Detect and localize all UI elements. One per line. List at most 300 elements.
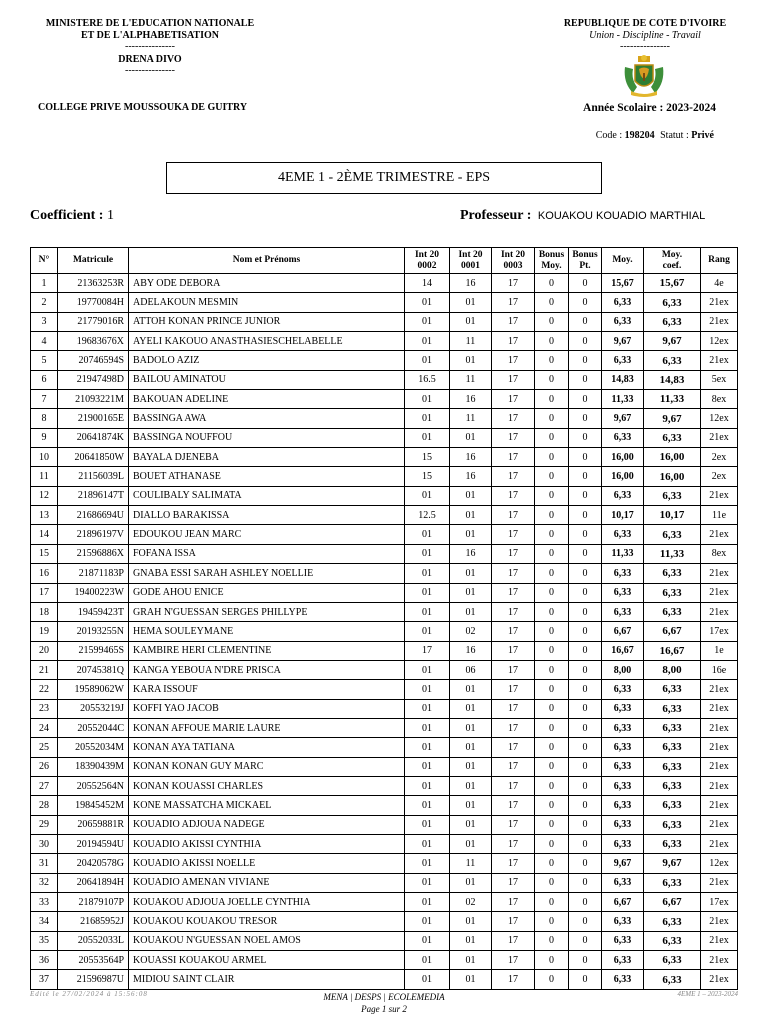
cell-bonus-pt: 0 [569, 931, 602, 950]
cell-int-0001: 01 [450, 776, 492, 795]
cell-int-0001: 11 [450, 409, 492, 428]
cell-bonus-pt: 0 [569, 873, 602, 892]
professor-row [460, 208, 705, 224]
cell-moy-coef: 6,33 [644, 951, 701, 970]
cell-num: 29 [31, 815, 58, 834]
table-row [31, 893, 738, 912]
cell-bonus-pt: 0 [569, 351, 602, 370]
cell-moy: 16,00 [602, 448, 644, 467]
cell-num: 6 [31, 370, 58, 389]
cell-name: GNABA ESSI SARAH ASHLEY NOELLIE [129, 564, 405, 583]
report-title: 4EME 1 - 2ÈME TRIMESTRE - EPS [277, 170, 491, 185]
cell-int-0001: 01 [450, 951, 492, 970]
cell-bonus-moy: 0 [535, 312, 569, 331]
cell-bonus-moy: 0 [535, 641, 569, 660]
cell-num: 14 [31, 525, 58, 544]
table-row [31, 544, 738, 563]
cell-bonus-moy: 0 [535, 390, 569, 409]
school-name: COLLEGE PRIVE MOUSSOUKA DE GUITRY [38, 102, 248, 113]
cell-moy-coef: 6,33 [644, 912, 701, 931]
cell-moy-coef: 6,33 [644, 738, 701, 757]
cell-rang: 21ex [701, 970, 738, 989]
cell-name: KOUADIO AKISSI CYNTHIA [129, 834, 405, 853]
cell-int-0001: 01 [450, 815, 492, 834]
footer-org: MENA | DESPS | ECOLEMEDIA [323, 992, 445, 1002]
cell-num: 37 [31, 970, 58, 989]
cell-int-0001: 01 [450, 757, 492, 776]
cell-moy: 6,33 [602, 602, 644, 621]
cell-bonus-pt: 0 [569, 796, 602, 815]
cell-moy: 9,67 [602, 854, 644, 873]
cell-bonus-pt: 0 [569, 293, 602, 312]
cell-int-0001: 11 [450, 332, 492, 351]
coefficient-label: Coefficient : [30, 208, 104, 223]
cell-bonus-moy: 0 [535, 854, 569, 873]
cell-int-0003: 17 [492, 506, 535, 525]
cell-matricule: 18390439M [58, 757, 129, 776]
cell-int-0003: 17 [492, 370, 535, 389]
cell-rang: 21ex [701, 757, 738, 776]
cell-moy: 6,67 [602, 622, 644, 641]
cell-rang: 17ex [701, 893, 738, 912]
cell-bonus-pt: 0 [569, 506, 602, 525]
cell-int-0002: 01 [405, 660, 450, 679]
table-row [31, 274, 738, 293]
cell-int-0002: 15 [405, 448, 450, 467]
cell-int-0001: 02 [450, 622, 492, 641]
table-row [31, 834, 738, 853]
table-row [31, 467, 738, 486]
cell-bonus-pt: 0 [569, 680, 602, 699]
table-row [31, 931, 738, 950]
cell-moy: 6,33 [602, 931, 644, 950]
cell-matricule: 21947498D [58, 370, 129, 389]
cell-moy: 6,33 [602, 757, 644, 776]
cell-name: KAMBIRE HERI CLEMENTINE [129, 641, 405, 660]
cell-matricule: 21686694U [58, 506, 129, 525]
cell-name: COULIBALY SALIMATA [129, 486, 405, 505]
cell-moy-coef: 6,33 [644, 718, 701, 737]
cell-bonus-pt: 0 [569, 332, 602, 351]
cell-name: BAYALA DJENEBA [129, 448, 405, 467]
cell-moy: 6,33 [602, 564, 644, 583]
table-row [31, 970, 738, 989]
table-row [31, 680, 738, 699]
cell-moy: 6,33 [602, 912, 644, 931]
cell-name: EDOUKOU JEAN MARC [129, 525, 405, 544]
cell-int-0003: 17 [492, 893, 535, 912]
cell-num: 27 [31, 776, 58, 795]
cell-moy-coef: 6,33 [644, 428, 701, 447]
cell-int-0003: 17 [492, 390, 535, 409]
cell-bonus-pt: 0 [569, 370, 602, 389]
cell-int-0002: 01 [405, 834, 450, 853]
table-row [31, 428, 738, 447]
cell-name: KONAN AFFOUE MARIE LAURE [129, 718, 405, 737]
cell-int-0002: 01 [405, 583, 450, 602]
cell-matricule: 19589062W [58, 680, 129, 699]
cell-bonus-moy: 0 [535, 699, 569, 718]
separator-2: --------------- [125, 65, 175, 76]
cell-int-0002: 14 [405, 274, 450, 293]
cell-moy-coef: 6,33 [644, 583, 701, 602]
col-int-0001: Int 20 0001 [450, 248, 492, 274]
cell-bonus-pt: 0 [569, 854, 602, 873]
cell-bonus-pt: 0 [569, 622, 602, 641]
cell-int-0002: 15 [405, 467, 450, 486]
cell-matricule: 20552034M [58, 738, 129, 757]
cell-bonus-moy: 0 [535, 931, 569, 950]
table-row [31, 796, 738, 815]
cell-rang: 4e [701, 274, 738, 293]
cell-name: AYELI KAKOUO ANASTHASIESCHELABELLE [129, 332, 405, 351]
cell-matricule: 20641850W [58, 448, 129, 467]
table-row [31, 873, 738, 892]
cell-bonus-pt: 0 [569, 641, 602, 660]
cell-num: 1 [31, 274, 58, 293]
cell-rang: 21ex [701, 834, 738, 853]
cell-moy: 6,33 [602, 796, 644, 815]
cell-moy-coef: 6,33 [644, 757, 701, 776]
cell-moy-coef: 11,33 [644, 390, 701, 409]
cell-num: 22 [31, 680, 58, 699]
cell-name: KOUAKOU ADJOUA JOELLE CYNTHIA [129, 893, 405, 912]
cell-int-0001: 16 [450, 390, 492, 409]
cell-bonus-pt: 0 [569, 602, 602, 621]
separator-3: --------------- [620, 41, 670, 52]
cell-int-0003: 17 [492, 602, 535, 621]
cell-int-0001: 01 [450, 583, 492, 602]
cell-moy-coef: 6,33 [644, 796, 701, 815]
cell-matricule: 21596987U [58, 970, 129, 989]
cell-moy-coef: 6,33 [644, 351, 701, 370]
cell-num: 7 [31, 390, 58, 409]
cell-moy-coef: 6,33 [644, 564, 701, 583]
footer-class-year: 4EME 1 – 2023-2024 [677, 990, 738, 998]
cell-rang: 21ex [701, 351, 738, 370]
cell-bonus-moy: 0 [535, 815, 569, 834]
table-row [31, 409, 738, 428]
cell-bonus-pt: 0 [569, 467, 602, 486]
cell-name: MIDIOU SAINT CLAIR [129, 970, 405, 989]
cell-name: BAILOU AMINATOU [129, 370, 405, 389]
cell-bonus-pt: 0 [569, 738, 602, 757]
table-row [31, 815, 738, 834]
cell-bonus-pt: 0 [569, 757, 602, 776]
cell-moy: 6,33 [602, 718, 644, 737]
cell-rang: 21ex [701, 699, 738, 718]
cell-num: 17 [31, 583, 58, 602]
cell-int-0002: 01 [405, 893, 450, 912]
cell-moy-coef: 6,33 [644, 931, 701, 950]
cell-int-0003: 17 [492, 796, 535, 815]
cell-num: 36 [31, 951, 58, 970]
cell-rang: 17ex [701, 622, 738, 641]
col-matricule: Matricule [58, 248, 129, 274]
cell-moy: 9,67 [602, 332, 644, 351]
col-name: Nom et Prénoms [129, 248, 405, 274]
cell-int-0002: 01 [405, 525, 450, 544]
cell-name: BOUET ATHANASE [129, 467, 405, 486]
col-bonus-pt: Bonus Pt. [569, 248, 602, 274]
cell-moy: 11,33 [602, 390, 644, 409]
cell-num: 2 [31, 293, 58, 312]
cell-rang: 21ex [701, 602, 738, 621]
cell-num: 13 [31, 506, 58, 525]
table-body [31, 274, 738, 990]
table-row [31, 525, 738, 544]
cell-moy-coef: 9,67 [644, 332, 701, 351]
cell-bonus-pt: 0 [569, 564, 602, 583]
cell-int-0003: 17 [492, 332, 535, 351]
cell-bonus-moy: 0 [535, 525, 569, 544]
cell-matricule: 19845452M [58, 796, 129, 815]
cell-bonus-moy: 0 [535, 564, 569, 583]
cell-bonus-moy: 0 [535, 796, 569, 815]
cell-int-0003: 17 [492, 970, 535, 989]
col-int-0002: Int 20 0002 [405, 248, 450, 274]
cell-bonus-pt: 0 [569, 448, 602, 467]
cell-num: 20 [31, 641, 58, 660]
cell-rang: 21ex [701, 564, 738, 583]
cell-moy: 10,17 [602, 506, 644, 525]
cell-num: 3 [31, 312, 58, 331]
cell-int-0002: 01 [405, 622, 450, 641]
cell-bonus-moy: 0 [535, 680, 569, 699]
cell-rang: 21ex [701, 912, 738, 931]
cell-int-0002: 01 [405, 951, 450, 970]
cell-moy-coef: 6,67 [644, 622, 701, 641]
cell-int-0003: 17 [492, 834, 535, 853]
table-row [31, 564, 738, 583]
cell-matricule: 19683676X [58, 332, 129, 351]
col-rang: Rang [701, 248, 738, 274]
cell-int-0001: 01 [450, 912, 492, 931]
cell-matricule: 21596886X [58, 544, 129, 563]
cell-name: BASSINGA NOUFFOU [129, 428, 405, 447]
cell-num: 12 [31, 486, 58, 505]
cell-name: KOUASSI KOUAKOU ARMEL [129, 951, 405, 970]
cell-num: 16 [31, 564, 58, 583]
cell-moy-coef: 15,67 [644, 274, 701, 293]
cell-rang: 21ex [701, 680, 738, 699]
cell-rang: 21ex [701, 312, 738, 331]
cell-moy-coef: 14,83 [644, 370, 701, 389]
cell-int-0001: 16 [450, 641, 492, 660]
table-row [31, 602, 738, 621]
cell-bonus-moy: 0 [535, 893, 569, 912]
cell-moy-coef: 6,33 [644, 293, 701, 312]
cell-int-0002: 01 [405, 544, 450, 563]
cell-num: 10 [31, 448, 58, 467]
cell-int-0003: 17 [492, 428, 535, 447]
table-row [31, 622, 738, 641]
cell-moy: 6,33 [602, 738, 644, 757]
cell-matricule: 19459423T [58, 602, 129, 621]
cell-bonus-pt: 0 [569, 834, 602, 853]
cell-int-0001: 01 [450, 680, 492, 699]
coefficient-row [30, 208, 114, 224]
table-row [31, 293, 738, 312]
table-row [31, 951, 738, 970]
table-row [31, 312, 738, 331]
cell-num: 35 [31, 931, 58, 950]
cell-int-0001: 01 [450, 796, 492, 815]
cell-name: KONAN KOUASSI CHARLES [129, 776, 405, 795]
cell-num: 31 [31, 854, 58, 873]
cell-bonus-pt: 0 [569, 428, 602, 447]
table-row [31, 351, 738, 370]
cell-moy-coef: 6,33 [644, 776, 701, 795]
cell-bonus-moy: 0 [535, 409, 569, 428]
cell-moy: 6,33 [602, 293, 644, 312]
cell-bonus-pt: 0 [569, 274, 602, 293]
cell-bonus-moy: 0 [535, 873, 569, 892]
separator-1: --------------- [125, 41, 175, 52]
cell-moy: 6,33 [602, 699, 644, 718]
cell-int-0003: 17 [492, 583, 535, 602]
cell-int-0003: 17 [492, 351, 535, 370]
cell-bonus-moy: 0 [535, 776, 569, 795]
cell-moy: 6,33 [602, 970, 644, 989]
cell-rang: 21ex [701, 931, 738, 950]
cell-name: ABY ODE DEBORA [129, 274, 405, 293]
cell-int-0003: 17 [492, 525, 535, 544]
status-value: Privé [691, 130, 714, 141]
table-row [31, 332, 738, 351]
cell-name: ADELAKOUN MESMIN [129, 293, 405, 312]
table-row [31, 486, 738, 505]
cell-int-0003: 17 [492, 951, 535, 970]
table-row [31, 448, 738, 467]
cell-int-0002: 01 [405, 428, 450, 447]
cell-bonus-moy: 0 [535, 660, 569, 679]
cell-rang: 8ex [701, 544, 738, 563]
cell-bonus-pt: 0 [569, 776, 602, 795]
cell-rang: 2ex [701, 448, 738, 467]
cell-num: 4 [31, 332, 58, 351]
cell-bonus-pt: 0 [569, 951, 602, 970]
cell-bonus-moy: 0 [535, 951, 569, 970]
cell-moy: 6,33 [602, 486, 644, 505]
cell-int-0002: 01 [405, 738, 450, 757]
cell-int-0002: 01 [405, 757, 450, 776]
cell-int-0003: 17 [492, 641, 535, 660]
cell-int-0001: 11 [450, 370, 492, 389]
cell-num: 8 [31, 409, 58, 428]
cell-bonus-moy: 0 [535, 544, 569, 563]
cell-name: GRAH N'GUESSAN SERGES PHILLYPE [129, 602, 405, 621]
cell-int-0002: 01 [405, 815, 450, 834]
cell-moy: 15,67 [602, 274, 644, 293]
ministry-line1: MINISTERE DE L'EDUCATION NATIONALE [45, 18, 255, 29]
cell-matricule: 19400223W [58, 583, 129, 602]
cell-name: DIALLO BARAKISSA [129, 506, 405, 525]
cell-bonus-moy: 0 [535, 274, 569, 293]
table-header [31, 248, 738, 274]
cell-num: 34 [31, 912, 58, 931]
cell-int-0002: 01 [405, 970, 450, 989]
cell-moy: 6,33 [602, 951, 644, 970]
col-num: N° [31, 248, 58, 274]
code-label: Code : [595, 130, 623, 141]
cell-bonus-pt: 0 [569, 718, 602, 737]
table-row [31, 390, 738, 409]
cell-int-0002: 01 [405, 390, 450, 409]
cell-moy-coef: 6,33 [644, 699, 701, 718]
table-row [31, 370, 738, 389]
cell-moy-coef: 9,67 [644, 854, 701, 873]
col-moy-coef: Moy. coef. [644, 248, 701, 274]
cell-rang: 8ex [701, 390, 738, 409]
cell-moy: 6,33 [602, 834, 644, 853]
cell-int-0002: 01 [405, 931, 450, 950]
cell-moy: 6,33 [602, 815, 644, 834]
cell-rang: 1e [701, 641, 738, 660]
cell-matricule: 20553564P [58, 951, 129, 970]
table-row [31, 506, 738, 525]
cell-num: 25 [31, 738, 58, 757]
cell-int-0003: 17 [492, 854, 535, 873]
cell-int-0003: 17 [492, 409, 535, 428]
cell-bonus-moy: 0 [535, 428, 569, 447]
cell-int-0001: 01 [450, 351, 492, 370]
cell-int-0002: 01 [405, 873, 450, 892]
cell-num: 11 [31, 467, 58, 486]
cell-int-0001: 16 [450, 274, 492, 293]
cell-rang: 5ex [701, 370, 738, 389]
cell-matricule: 20193255N [58, 622, 129, 641]
cell-int-0002: 01 [405, 699, 450, 718]
cell-name: KANGA YEBOUA N'DRE PRISCA [129, 660, 405, 679]
cell-int-0001: 01 [450, 931, 492, 950]
cell-name: KOUADIO AMENAN VIVIANE [129, 873, 405, 892]
cell-rang: 21ex [701, 873, 738, 892]
cell-rang: 16e [701, 660, 738, 679]
school-year: Année Scolaire : 2023-2024 [583, 102, 716, 114]
cell-moy: 6,33 [602, 428, 644, 447]
cell-int-0002: 01 [405, 312, 450, 331]
cell-bonus-pt: 0 [569, 486, 602, 505]
cell-matricule: 20552564N [58, 776, 129, 795]
cell-int-0001: 01 [450, 312, 492, 331]
cell-moy: 14,83 [602, 370, 644, 389]
professor-label: Professeur : [460, 208, 532, 223]
cell-bonus-moy: 0 [535, 351, 569, 370]
cell-bonus-moy: 0 [535, 602, 569, 621]
cell-num: 32 [31, 873, 58, 892]
report-title-box [166, 162, 602, 194]
cell-rang: 21ex [701, 815, 738, 834]
cell-int-0001: 01 [450, 873, 492, 892]
cell-num: 24 [31, 718, 58, 737]
cell-rang: 11e [701, 506, 738, 525]
cell-matricule: 21779016R [58, 312, 129, 331]
cell-int-0001: 01 [450, 970, 492, 989]
cell-matricule: 20194594U [58, 834, 129, 853]
cell-rang: 12ex [701, 332, 738, 351]
cell-int-0001: 01 [450, 602, 492, 621]
cell-moy-coef: 16,00 [644, 448, 701, 467]
cell-int-0003: 17 [492, 467, 535, 486]
cell-int-0002: 01 [405, 351, 450, 370]
cell-bonus-moy: 0 [535, 332, 569, 351]
cell-int-0002: 16.5 [405, 370, 450, 389]
cell-matricule: 21363253R [58, 274, 129, 293]
cell-moy-coef: 16,00 [644, 467, 701, 486]
cell-matricule: 20553219J [58, 699, 129, 718]
cell-matricule: 19770084H [58, 293, 129, 312]
